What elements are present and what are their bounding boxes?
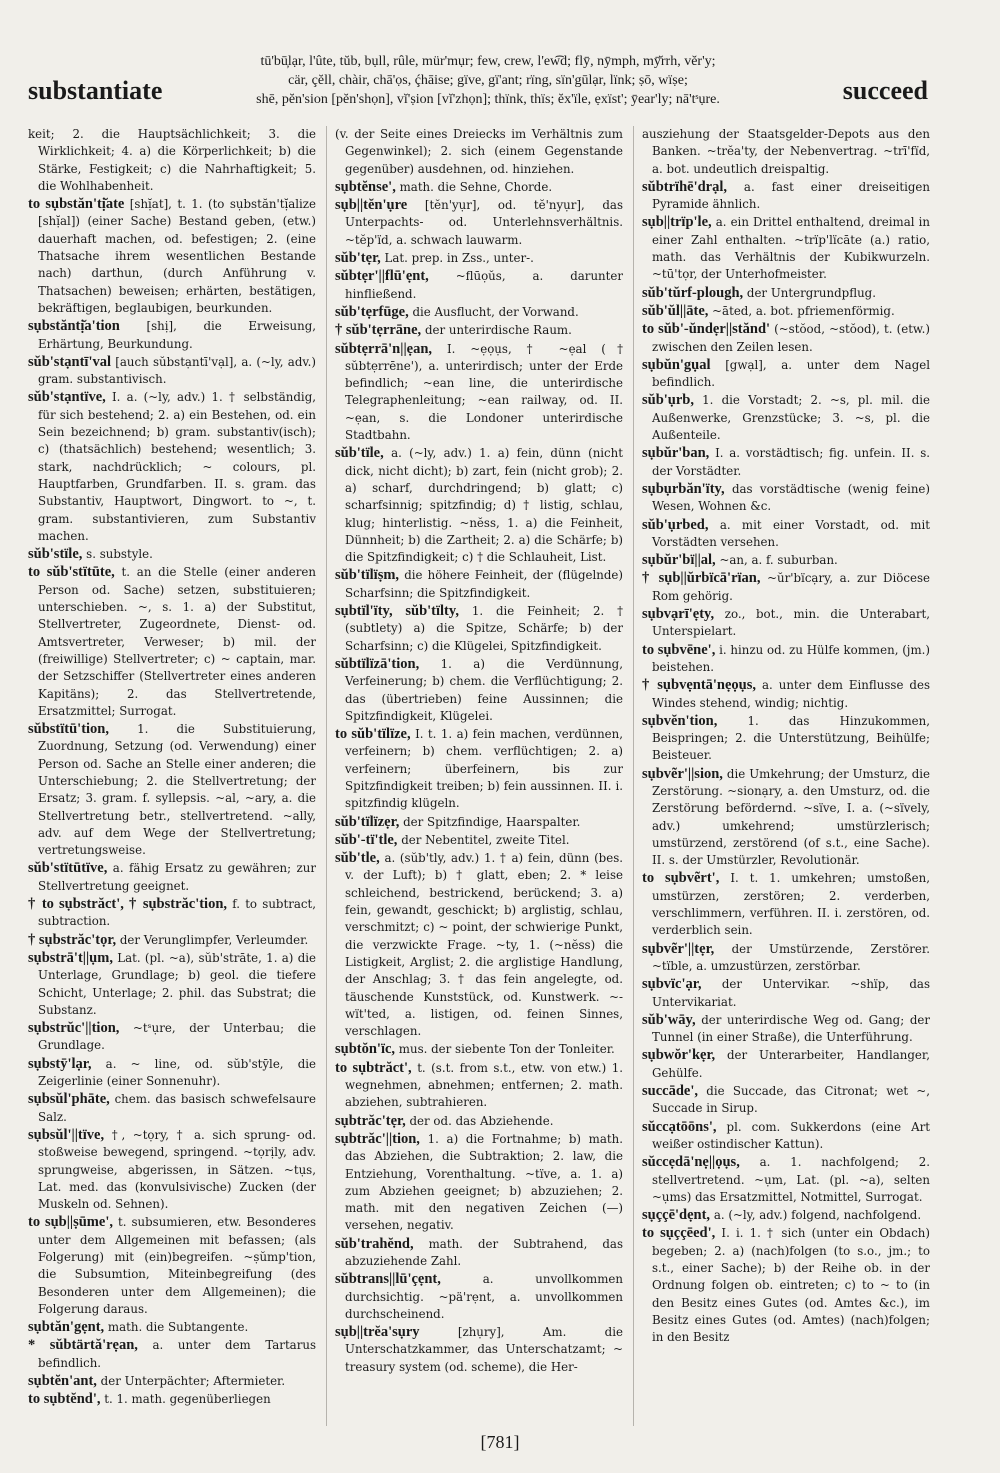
- dictionary-entry: [28, 1127, 316, 1213]
- entry-definition: a. ~ line, od. sŭb'stȳle, die Zeigerlinie (einer Sonnenuhr).: [38, 1056, 316, 1089]
- dictionary-entry: [642, 570, 930, 605]
- page-header: [0, 0, 1000, 125]
- dictionary-entry: [28, 1373, 316, 1390]
- entry-headword: sụbvẽr'||sion,: [642, 765, 723, 782]
- entry-headword: sŭb'stïle,: [28, 546, 83, 563]
- entry-definition: das vorstädtische (wenig feine) Wesen, Wohnen &c.: [652, 481, 930, 514]
- entry-headword: to sŭb'tïlïze,: [335, 726, 411, 743]
- entry-definition: Lat. (pl. ~a), sŭb'strāte, 1. a) die Unterlage, Grundlage; b) geol. die tiefere Schicht, Unterlage; 2. phil. das Substrat; die Substanz.: [38, 950, 316, 1017]
- entry-definition: der od. das Abziehende.: [409, 1113, 554, 1128]
- entry-headword: to sụççēed',: [642, 1225, 716, 1242]
- dictionary-entry: [335, 1113, 623, 1130]
- dictionary-entry: [28, 318, 316, 353]
- dictionary-entry: [642, 713, 930, 765]
- entry-definition: a. (~ly, adv.) folgend, nachfolgend.: [713, 1208, 922, 1223]
- entry-definition: math. die Subtangente.: [107, 1320, 249, 1335]
- dictionary-entry: [28, 1056, 316, 1091]
- entry-definition: math. die Sehne, Chorde.: [399, 179, 553, 194]
- entry-headword: sụbtŏn'ïc,: [335, 1041, 396, 1058]
- dictionary-entry: [335, 197, 623, 249]
- entry-definition: ~tˢụre, der Unterbau; die Grundlage.: [38, 1021, 316, 1053]
- entry-headword: sŭb'tẹr,: [335, 250, 381, 267]
- entry-headword: * sŭbtärtă'rẹan,: [28, 1337, 138, 1354]
- key-line-2: cär, çĕll, chàir, chā'ọs, ḉhāise; gïve, gï'ant; rïng, sïn'gūlạr, lïnk; ṣō, wïṣe;: [288, 73, 688, 88]
- dictionary-entry: [642, 285, 930, 302]
- dictionary-entry: [642, 552, 930, 569]
- dictionary-entry: [28, 1337, 316, 1372]
- dictionary-columns: [28, 126, 930, 1426]
- entry-headword: sụb||trĕa'sụry: [335, 1324, 420, 1341]
- entry-headword: sŭbstïtū'tion,: [28, 721, 109, 738]
- dictionary-entry: [642, 481, 930, 516]
- dictionary-entry: [335, 304, 623, 321]
- dictionary-entry: [335, 250, 623, 267]
- dictionary-entry: [642, 303, 930, 320]
- entry-definition: I. i. 1. † sich (unter ein Obdach) begeben; 2. a) (nach)folgen (to s.o., jm.; to s.t., einer Sache); b) der Reihe ob. in der Ordnung folgen ob. eintreten; c) to ~ to (in den Besitz eines Gutes (od. Amtes &c.), im Besitz eines Gutes (od. Amtes) (nach)folgen; in den Besitz: [652, 1226, 930, 1345]
- entry-headword: sụççē'dẹnt,: [642, 1207, 711, 1224]
- entry-definition: a. fähig Ersatz zu gewähren; zur Stellvertretung geeignet.: [38, 861, 316, 893]
- dictionary-entry: [28, 860, 316, 895]
- entry-definition: Lat. prep. in Zss., unter-.: [384, 251, 534, 266]
- dictionary-entry: [28, 1020, 316, 1055]
- dictionary-entry: [335, 814, 623, 831]
- entry-definition: a. unvollkommen durchsichtig. ~pä'rẹnt, a. unvollkommen durchscheinend.: [345, 1272, 623, 1321]
- dictionary-entry: [28, 1091, 316, 1126]
- column-divider: [633, 126, 634, 1426]
- dictionary-entry: [335, 341, 623, 445]
- entry-headword: sụbvẽr'||tẹr,: [642, 940, 715, 957]
- dictionary-entry: [28, 196, 316, 317]
- entry-definition: der Verunglimpfer, Verleumder.: [119, 932, 309, 947]
- entry-definition: [shị̆at], t. 1. (to sụbstăn'tị̆alize [shị̆al]) (einer Sache) Bestand geben, (etw.) dauerhaft machen, od. befestigen; 2. (eine Thatsache ihrem wesentlichen Bestande nach) darthun, (durch Anführung v. Thatsachen) beweisen; erhärten, bestätigen, bekräftigen, beglaubigen, beurkunden.: [38, 197, 316, 315]
- dictionary-entry: [642, 321, 930, 356]
- guide-word-left: substantiate: [28, 76, 163, 105]
- entry-definition: keit; 2. die Hauptsächlichkeit; 3. die Wirklichkeit; 4. a) die Körperlichkeit; b) die Stärke, Festigkeit; c) die Nahrhaftigkeit; 5. die Wohlhabenheit.: [28, 127, 316, 193]
- entry-definition: der Nebentitel, zweite Titel.: [401, 832, 570, 847]
- entry-definition: a. unter dem Tartarus befindlich.: [38, 1338, 316, 1370]
- entry-headword: sŭbtïlïzā'tion,: [335, 655, 420, 672]
- dictionary-entry: [28, 1214, 316, 1318]
- entry-definition: 1. die Substituierung, Zuordnung, Setzung (od. Verwendung) einer Person od. Sache an Stelle einer anderen; die Unterschiebung; 2. die Stellvertretung; der Ersatz; 3. gram. f. syllepsis. ~al, ~ary, a. die Stellvertretung betr., stellvertretend. ~ally, adv. auf dem Wege der Stellvertretung; vertretungsweise.: [38, 722, 316, 858]
- entry-definition: die höhere Feinheit, der (flügelnde) Scharfsinn; die Spitzfindigkeit.: [345, 568, 623, 600]
- entry-definition: a. mit einer Vorstadt, od. mit Vorstädten versehen.: [652, 517, 930, 549]
- page-number: [781]: [480, 1432, 520, 1452]
- column-2: [335, 126, 623, 1426]
- entry-definition: [shị], die Erweisung, Erhärtung, Beurkundung.: [38, 319, 316, 351]
- entry-definition: der Spitzfindige, Haarspalter.: [403, 814, 581, 829]
- entry-headword: sụbwŏr'kẹr,: [642, 1047, 716, 1064]
- entry-headword: sŭb'stạntïve,: [28, 389, 106, 406]
- entry-headword: sŭb'tẹrfūge,: [335, 303, 409, 320]
- entry-headword: sŭb'-tï'tle,: [335, 831, 398, 848]
- key-line-3: shē, pĕn'sion [pĕn'shọn], vĭ'ṣion [vĭ'zhọn]; thïnk, thïs; ĕx'ïle, ẹxïst'; ȳear'ly; nā'tˢụre.: [256, 92, 720, 107]
- entry-headword: sụbtrăc'tẹr,: [335, 1112, 406, 1129]
- entry-definition: der Unterarbeiter, Handlanger, Gehülfe.: [652, 1048, 930, 1080]
- entry-headword: sŭbtẹrrā'n||ẹan,: [335, 340, 433, 357]
- entry-definition: 1. die Feinheit; 2. † (subtlety) a) die Spitze, Schärfe; b) der Scharfsinn; c) die Klügelei, Spitzfindigkeit.: [345, 604, 623, 653]
- entry-definition: I. t. 1. umkehren; umstoßen, umstürzen, zerstören; 2. verderben, verschlimmern, verführen. II. i. zerstören, od. verderblich sein.: [652, 871, 930, 938]
- entry-headword: sŭb'trahĕnd,: [335, 1235, 414, 1252]
- entry-definition: der Untervikar. ~shïp, das Untervikariat.: [652, 977, 930, 1009]
- dictionary-entry: [335, 603, 623, 655]
- dictionary-entry: [642, 1119, 930, 1154]
- dictionary-entry: [335, 832, 623, 849]
- dictionary-entry: [335, 1060, 623, 1112]
- entry-definition: I. ~ẹọụs, † ~ẹal († sŭbtẹrrēne'), a. unterirdisch; unter der Erde befindlich; ~ean line, die unterirdische Telegraphenleitung; ~ean railway, od. II. ~ẹan, s. die Londoner unterirdische Stadtbahn.: [345, 341, 623, 443]
- entry-headword: sụbsŭl'||tïve,: [28, 1126, 105, 1143]
- entry-definition: I. t. 1. a) fein machen, verdünnen, verfeinern; b) chem. verflüchtigen; 2. a) verfeinern; überfeinern, bis zur Spitzfindigkeit treiben; b) fein aussinnen. II. i. spitzfindig klügeln.: [345, 727, 623, 811]
- entry-headword: sụb||tĕn'ụre: [335, 197, 408, 214]
- entry-definition: [tĕn'yụr], od. tĕ'nyụr], das Unterpachts- od. Unterlehnsverhältnis. ~tĕp'ïd, a. schwach lauwarm.: [345, 198, 623, 247]
- entry-headword: to sŭb'-ŭndẹr||stănd': [642, 321, 771, 338]
- entry-headword: sụbŭr'bï||al,: [642, 552, 716, 569]
- entry-definition: 1. a) die Fortnahme; b) math. das Abziehen, die Subtraktion; 2. law, die Entziehung, Vorenthaltung. ~tïve, a. 1. a) zum Abziehen geeignet; b) abzuziehen; 2. math. mit den negativen Zeichen (—) versehen, negativ.: [345, 1131, 623, 1233]
- entry-headword: sŭb'ụrb,: [642, 392, 694, 409]
- dictionary-entry: [642, 1012, 930, 1047]
- dictionary-entry: [335, 1131, 623, 1235]
- entry-headword: sŭb'ŭl||āte,: [642, 302, 709, 319]
- entry-headword: sŭbtrïhē'drạl,: [642, 178, 727, 195]
- dictionary-entry: [28, 932, 316, 949]
- entry-headword: sụbụrbăn'ïty,: [642, 480, 725, 497]
- dictionary-entry: [28, 721, 316, 859]
- dictionary-entry: [335, 268, 623, 303]
- dictionary-entry: [335, 726, 623, 812]
- entry-definition: f. to subtract, subtraction.: [38, 897, 316, 929]
- dictionary-entry: [642, 179, 930, 214]
- entry-definition: die Ausflucht, der Vorwand.: [412, 304, 579, 319]
- dictionary-entry: [642, 214, 930, 283]
- dictionary-entry: [335, 126, 623, 178]
- entry-definition: ausziehung der Staatsgelder-Depots aus den Banken. ~trĕa'ty, der Nebenvertrag. ~trī'fïd, a. bot. undeutlich dreispaltig.: [642, 127, 930, 176]
- column-1: [28, 126, 316, 1426]
- entry-definition: I. a. vorstädtisch; fig. unfein. II. s. der Vorstädter.: [652, 446, 930, 478]
- entry-headword: sŭb'stạntī'val: [28, 353, 111, 370]
- entry-definition: 1. a) die Verdünnung, Verfeinerung; b) chem. die Verflüchtigung; 2. das (übertrieben) feine Aussinnen; die Spitzfindigkeit, Klügelei.: [345, 656, 623, 723]
- entry-headword: sụbŭn'gụal: [642, 356, 711, 373]
- entry-definition: die Succade, das Citronat; wet ~, Succade in Sirup.: [652, 1084, 930, 1116]
- entry-headword: to sụbtrăct',: [335, 1059, 412, 1076]
- entry-headword: sụbtĕn'ant,: [28, 1373, 97, 1390]
- entry-headword: to sụbtĕnd',: [28, 1391, 101, 1408]
- dictionary-entry: [642, 1225, 930, 1346]
- entry-headword: sụbvĕn'tion,: [642, 712, 718, 729]
- entry-headword: sụbstăntị̆a'tion: [28, 318, 120, 335]
- entry-definition: zo., bot., min. die Unterabart, Unterspielart.: [652, 607, 930, 639]
- entry-headword: † to sụbstrăct', † sụbstrăc'tion,: [28, 896, 228, 913]
- dictionary-entry: [642, 642, 930, 677]
- entry-definition: chem. das basisch schwefelsaure Salz.: [38, 1092, 316, 1124]
- entry-definition: der Umstürzende, Zerstörer. ~tïble, a. umzustürzen, zerstörbar.: [652, 941, 930, 973]
- dictionary-entry: [335, 179, 623, 196]
- entry-headword: sŭb'stïtūtïve,: [28, 860, 108, 877]
- entry-definition: a. 1. nachfolgend; 2. stellvertretend. ~ụm, Lat. (pl. ~a), selten ~ụms) das Ersatzmittel, Notmittel, Surrogat.: [652, 1155, 930, 1204]
- entry-headword: † sụbvẹntā'nẹọụs,: [642, 677, 757, 694]
- entry-definition: der unterirdische Raum.: [424, 323, 572, 338]
- entry-definition: ~flūọŭs, a. darunter hinfließend.: [345, 269, 623, 301]
- entry-headword: sụbtïl'ïty, sŭb'tïlty,: [335, 603, 459, 620]
- entry-definition: †, ~tọry, † a. sich sprung- od. stoßweise bewegend, springend. ~tọrịly, adv. sprungweise, abgerissen, in Sätzen. ~tụs, Lat. med. das (konvulsivische) Zucken (der Muskeln od. Sehnen).: [38, 1127, 316, 1212]
- entry-headword: sụbtĕnse',: [335, 178, 396, 195]
- entry-definition: t. (s.t. from s.t., etw. von etw.) 1. wegnehmen, abnehmen; entfernen; 2. math. abziehen, subtrahieren.: [345, 1060, 623, 1110]
- entry-definition: i. hinzu od. zu Hülfe kommen, (jm.) beistehen.: [652, 642, 930, 674]
- entry-headword: to sụb||ṣūme',: [28, 1214, 113, 1231]
- dictionary-entry: [642, 1154, 930, 1206]
- entry-headword: † sụb||ŭrbïcā'rïan,: [642, 570, 761, 587]
- dictionary-entry: [642, 517, 930, 552]
- entry-headword: sŭb'wāy,: [642, 1011, 696, 1028]
- entry-definition: der unterirdische Weg od. Gang; der Tunnel (in einer Straße), die Unterführung.: [652, 1012, 930, 1045]
- entry-definition: der Unterpächter; Aftermieter.: [100, 1374, 286, 1389]
- dictionary-entry: [335, 1041, 623, 1058]
- dictionary-entry: [335, 850, 623, 1040]
- guide-word-right: succeed: [842, 76, 928, 105]
- dictionary-entry: [28, 126, 316, 195]
- entry-headword: sụbŭr'ban,: [642, 445, 710, 462]
- dictionary-entry: [642, 766, 930, 870]
- dictionary-entry: [335, 567, 623, 602]
- dictionary-entry: [642, 1207, 930, 1224]
- entry-headword: sụbtrăc'||tion,: [335, 1130, 420, 1147]
- key-line-1: tū'bū̦lạr, l'ûte, tŭb, bụll, rûle, mür'mụr; few, crew, l'ew͡d; flȳ, nȳmph, mȳ̆rrh, vĕr'y;: [260, 54, 716, 69]
- entry-headword: sŭb'tïlïzẹr,: [335, 813, 400, 830]
- entry-definition: die Umkehrung; der Umsturz, die Zerstörung. ~sionạry, a. den Umsturz, od. die Zerstörung befördernd. ~sïve, I. a. (~sïvely, adv.) umkehrend; umstürzlerisch; umstürzend, zerstörend (of s.t., eine Sache). II. s. der Umstürzler, Revolutionär.: [652, 766, 930, 868]
- dictionary-entry: [28, 354, 316, 389]
- dictionary-entry: [642, 445, 930, 480]
- entry-headword: sụbstrā't||ụm,: [28, 949, 113, 966]
- dictionary-entry: [335, 1324, 623, 1376]
- entry-headword: sụbvïc'ạr,: [642, 976, 702, 993]
- dictionary-entry: [335, 322, 623, 339]
- entry-definition: t. an die Stelle (einer anderen Person od. Sache) setzen, substituieren; unterschieben. ~, s. 1. a) der Substitut, Stellvertreter, Zugeordnete, Dienst- od. Amtsvertreter, Verweser; b) mil. der (freiwillige) Stellvertreter; c) ~ captain, mar. der Setzschiffer (Stellvertreter eines anderen Kapitäns); 2. das Stellvertretende, Ersatzmittel; Surrogat.: [38, 565, 316, 718]
- entry-definition: I. a. (~ly, adv.) 1. † selbständig, für sich bestehend; 2. a) ein Bestehen, od. ein Sein bezeichnend; b) gram. substantiv(isch); c) (thatsächlich) bestehend; wesentlich; 3. stark, nachdrücklich; ~ colours, pl. Hauptfarben, Grundfarben. II. s. gram. das Substantiv, Hauptwort, Dingwort. to ~, t. gram. substantivieren, zum Substantiv machen.: [38, 390, 316, 543]
- dictionary-entry: [335, 445, 623, 566]
- column-3: [642, 126, 930, 1426]
- entry-headword: sụbstrŭc'||tion,: [28, 1020, 120, 1037]
- entry-headword: sụbstȳ'lạr,: [28, 1055, 92, 1072]
- entry-definition: t. subsumieren, etw. Besonderes unter dem Allgemeinen mit befassen; (als Folgerung) mit (ein)begreifen. ~ṣŭmp'tion, die Subsumtion, Miteinbegreifung (des Besonderen unter dem Allgemeinen); die Folgerung daraus.: [38, 1215, 316, 1316]
- entry-headword: sụb||trïp'le,: [642, 214, 712, 231]
- entry-definition: [zhụry], Am. die Unterschatzkammer, das Unterschatzamt; ~ treasury system (od. scheme), die Her-: [345, 1325, 623, 1374]
- entry-definition: mus. der siebente Ton der Tonleiter.: [398, 1042, 615, 1057]
- entry-definition: [auch sŭbstạntī'vạl], a. (~ly, adv.) gram. substantivisch.: [38, 354, 316, 387]
- entry-headword: sụbsŭl'phāte,: [28, 1091, 110, 1108]
- dictionary-entry: [642, 677, 930, 712]
- entry-definition: ~an, a. f. suburban.: [719, 553, 838, 568]
- entry-definition: math. der Subtrahend, das abzuziehende Zahl.: [345, 1236, 623, 1268]
- entry-definition: a. fast einer dreiseitigen Pyramide ähnlich.: [652, 179, 930, 212]
- entry-headword: to sụbstăn'tị̆ate: [28, 196, 125, 213]
- entry-definition: 1. die Vorstadt; 2. ~s, pl. mil. die Außenwerke, Grenzstücke; 3. ~s, pl. die Außenteile.: [652, 393, 930, 443]
- dictionary-entry: [28, 564, 316, 720]
- pronunciation-key: [198, 52, 778, 109]
- entry-definition: a. ein Drittel enthaltend, dreimal in einer Zahl enthalten. ~trïp'lïcāte (a.) ratio, math. das Verhältnis der Kubikwurzeln. ~tū'tọr, der Unterhofmeister.: [652, 215, 930, 282]
- entry-headword: sŭccẹdā'nẹ||ọụs,: [642, 1154, 740, 1171]
- dictionary-entry: [28, 896, 316, 931]
- entry-headword: † sụbstrăc'tọr,: [28, 931, 117, 948]
- entry-definition: (~stŏod, ~stŏod), t. (etw.) zwischen den Zeilen lesen.: [652, 322, 930, 354]
- dictionary-entry: [642, 941, 930, 976]
- entry-headword: sụbtăn'gẹnt,: [28, 1319, 105, 1336]
- entry-headword: sŭbtrans||lū'çẹnt,: [335, 1271, 441, 1288]
- entry-headword: sŭb'tïle,: [335, 445, 384, 462]
- entry-definition: pl. com. Sukkerdons (eine Art weißer ostindischer Kattun).: [652, 1119, 930, 1151]
- entry-definition: ~ŭr'bïcạry, a. zur Diöcese Rom gehörig.: [652, 571, 930, 603]
- entry-definition: (v. der Seite eines Dreiecks im Verhältnis zum Gegenwinkel); 2. sich (einem Gegenstande gegenüber) ausdehnen, od. hinziehen.: [335, 127, 623, 176]
- dictionary-entry: [642, 392, 930, 444]
- dictionary-entry: [28, 950, 316, 1019]
- dictionary-entry: [28, 1319, 316, 1336]
- dictionary-entry: [28, 389, 316, 545]
- dictionary-entry: [642, 357, 930, 392]
- dictionary-entry: [642, 1047, 930, 1082]
- entry-definition: [gwạl], a. unter dem Nagel befindlich.: [652, 357, 930, 390]
- entry-definition: der Untergrundpflug.: [746, 285, 876, 300]
- entry-headword: to sŭb'stïtūte,: [28, 564, 115, 581]
- entry-headword: sŭb'ụrbed,: [642, 516, 709, 533]
- column-divider: [326, 126, 327, 1426]
- entry-headword: sŭb'tŭrf-plough,: [642, 284, 744, 301]
- entry-definition: a. (~ly, adv.) 1. a) fein, dünn (nicht dick, nicht dicht); b) zart, fein (nicht grob); 2. a) scharf, durchdringend; b) glatt; c) scharfsinnig; spitzfindig; d) † listig, schlau, klug; hinterlistig. ~nĕss, 1. a) die Feinheit, Dünnheit; b) die Zartheit; 2. a) die Schärfe; b) die Spitzfindigkeit; c) † die Schlauheit, List.: [345, 446, 623, 565]
- dictionary-entry: [642, 1083, 930, 1118]
- entry-headword: sụbvạrī'ẹty,: [642, 606, 715, 623]
- entry-headword: to sụbvẽrt',: [642, 870, 720, 887]
- dictionary-entry: [335, 1271, 623, 1323]
- entry-headword: sŭb'tïlïṣm,: [335, 567, 400, 584]
- entry-definition: 1. das Hinzukommen, Beispringen; 2. die Unterstützung, Beihülfe; Beisteuer.: [652, 713, 930, 763]
- dictionary-entry: [28, 546, 316, 563]
- entry-definition: t. 1. math. gegenüberliegen: [104, 1392, 271, 1407]
- dictionary-entry: [335, 1236, 623, 1271]
- dictionary-entry: [642, 976, 930, 1011]
- entry-definition: a. (sŭb'tly, adv.) 1. † a) fein, dünn (bes. v. der Luft); b) † glatt, eben; 2. * leise schleichend, bestrickend, berückend; 3. a) fein, gewandt, geschickt; b) arglistig, schlau, verschmitzt; c) ~ point, der schwierige Punkt, die verzwickte Frage. ~ty, 1. (~nĕss) die Listigkeit, Arglist; 2. die arglistige Handlung, der Anschlag; 3. † das fein angelegte, od. täuschende Kunststück, od. Kunstwerk. ~-wït'ted, a. listigen, od. feinen Sinnes, verschlagen.: [345, 851, 623, 1039]
- entry-headword: sŭccạtōōns',: [642, 1118, 717, 1135]
- dictionary-entry: [28, 1391, 316, 1408]
- entry-headword: sŭb'tle,: [335, 850, 380, 867]
- entry-definition: ~āted, a. bot. pfriemenförmig.: [712, 303, 895, 318]
- entry-definition: a. unter dem Einflusse des Windes stehend, windig; nichtig.: [652, 678, 930, 710]
- dictionary-entry: [335, 656, 623, 725]
- entry-headword: succāde',: [642, 1083, 698, 1100]
- dictionary-entry: [642, 606, 930, 641]
- dictionary-entry: [642, 126, 930, 178]
- entry-headword: to sụbvēne',: [642, 641, 716, 658]
- entry-headword: † sŭb'tẹrrāne,: [335, 322, 422, 339]
- entry-definition: s. substyle.: [86, 547, 153, 562]
- dictionary-entry: [642, 870, 930, 939]
- entry-headword: sŭbtẹr'||flū'ẹnt,: [335, 268, 429, 285]
